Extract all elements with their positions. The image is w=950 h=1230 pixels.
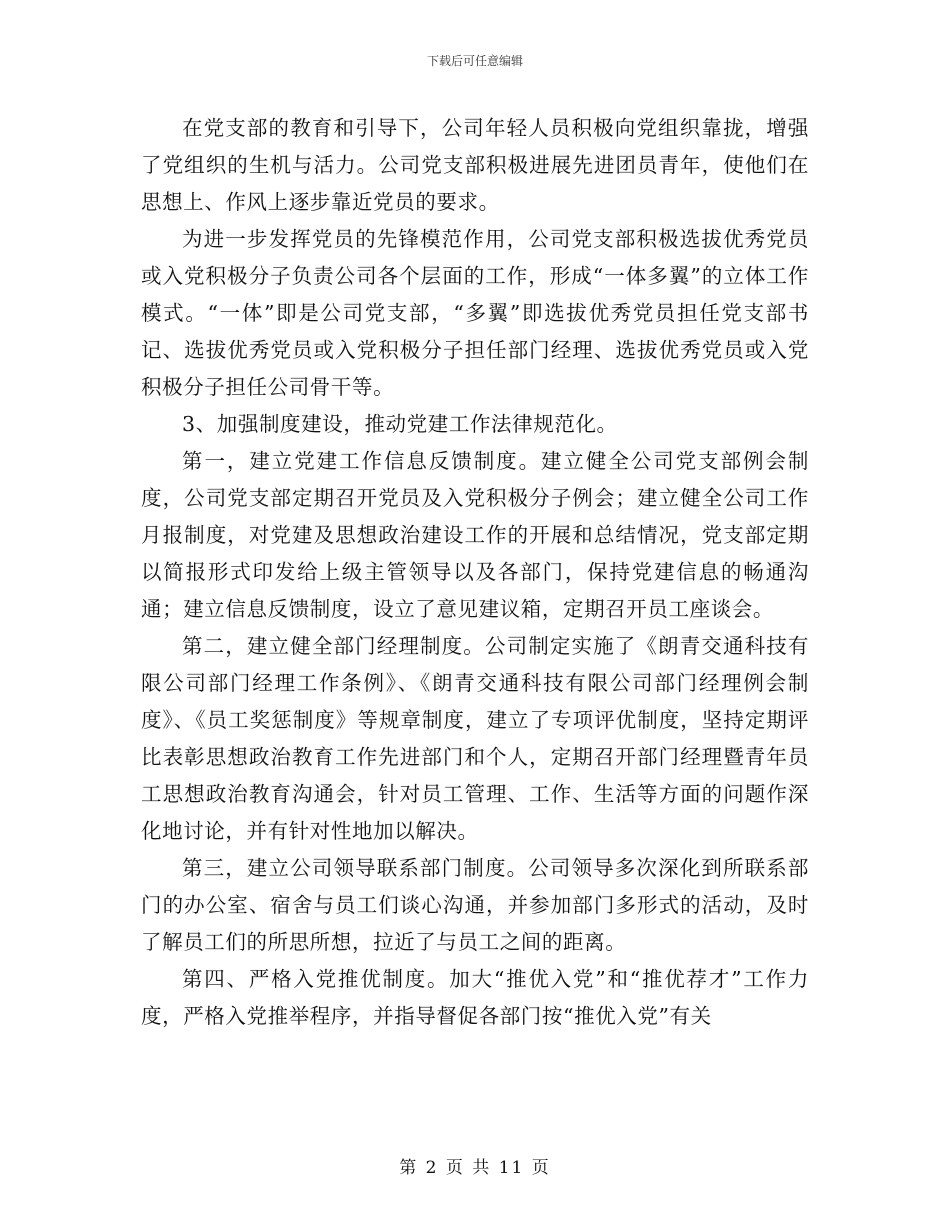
footer-middle: 页 共 bbox=[445, 1158, 492, 1178]
footer-current-page: 2 bbox=[425, 1158, 439, 1178]
page-number-footer bbox=[0, 1153, 950, 1178]
paragraph-5: 第二，建立健全部门经理制度。公司制定实施了《朗青交通科技有限公司部门经理工作条例》、《朗青交通科技有限公司部门经理例会制度》、《员工奖惩制度》等规章制度，建立了专项评优制度，坚持定期评比表彰思想政治教育工作先进部门和个人，定期召开部门经理暨青年员工思想政治教育沟通会，针对员工管理、工作、生活等方面的问题作深化地讨论，并有针对性地加以解决。 bbox=[141, 634, 809, 843]
paragraph-2: 为进一步发挥党员的先锋模范作用，公司党支部积极选拔优秀党员或入党积极分子负责公司各个层面的工作，形成“一体多翼”的立体工作模式。“一体”即是公司党支部，“多翼”即选拔优秀党员担任党支部书记、选拔优秀党员或入党积极分子担任部门经理、选拔优秀党员或入党积极分子担任公司骨干等。 bbox=[141, 227, 809, 399]
paragraph-3: 3、加强制度建设，推动党建工作法律规范化。 bbox=[182, 412, 618, 436]
paragraph-6: 第三，建立公司领导联系部门制度。公司领导多次深化到所联系部门的办公室、宿舍与员工们谈心沟通，并参加部门多形式的活动，及时了解员工们的所思所想，拉近了与员工之间的距离。 bbox=[141, 856, 809, 954]
footer-prefix: 第 bbox=[399, 1158, 419, 1178]
paragraph-7: 第四、严格入党推优制度。加大“推优入党”和“推优荐才”工作力度，严格入党推举程序，并指导督促各部门按“推优入党”有关 bbox=[141, 967, 809, 1028]
document-body bbox=[141, 110, 809, 1035]
paragraph-1: 在党支部的教育和引导下，公司年轻人员积极向党组织靠拢，增强了党组织的生机与活力。公司党支部积极进展先进团员青年，使他们在思想上、作风上逐步靠近党员的要求。 bbox=[141, 116, 809, 214]
footer-total-pages: 11 bbox=[498, 1158, 525, 1178]
page-header-note: 下载后可任意编辑 bbox=[426, 54, 523, 68]
paragraph-4: 第一，建立党建工作信息反馈制度。建立健全公司党支部例会制度，公司党支部定期召开党员及入党积极分子例会；建立健全公司工作月报制度，对党建及思想政治建设工作的开展和总结情况，党支部定期以简报形式印发给上级主管领导以及各部门，保持党建信息的畅通沟通；建立信息反馈制度，设立了意见建议箱，定期召开员工座谈会。 bbox=[141, 449, 809, 621]
footer-suffix: 页 bbox=[531, 1158, 551, 1178]
